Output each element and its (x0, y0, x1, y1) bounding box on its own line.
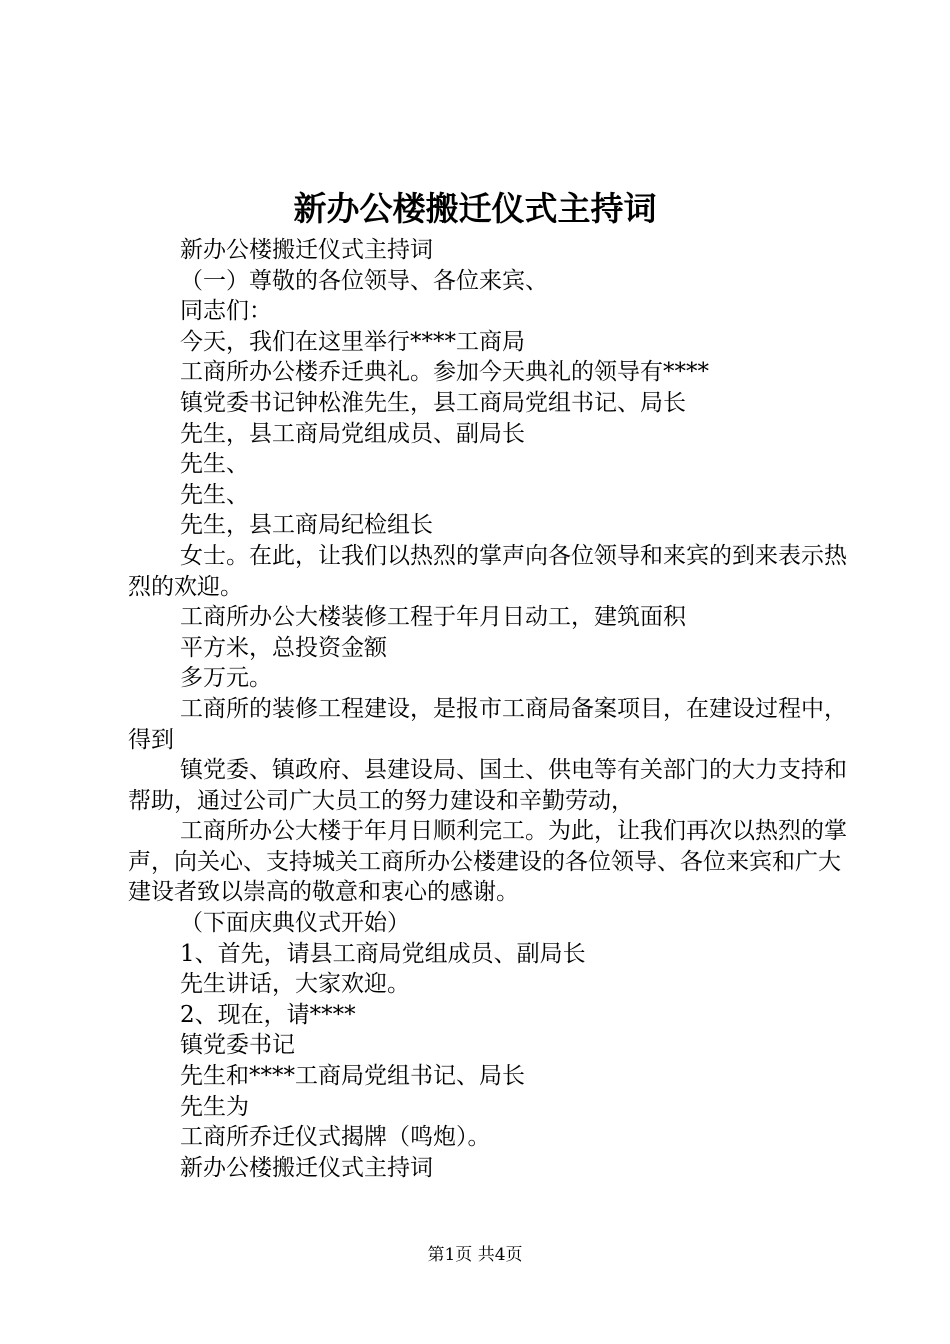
paragraph: 工商所办公楼乔迁典礼。参加今天典礼的领导有**** (180, 359, 709, 386)
paragraph: 同志们： (180, 298, 272, 325)
paragraph: 工商所乔迁仪式揭牌（鸣炮）。 (180, 1124, 491, 1151)
paragraph: 镇党委、镇政府、县建设局、国土、供电等有关部门的大力支持和帮助，通过公司广大员工的努力建设和辛勤劳动， (128, 757, 847, 814)
paragraph: 先生、 (180, 481, 249, 508)
paragraph: 先生，县工商局党组成员、副局长 (180, 420, 525, 447)
page-number-footer: 第1页 共4页 (427, 1245, 523, 1265)
document-title: 新办公楼搬迁仪式主持词 (293, 189, 657, 228)
paragraph: 先生，县工商局纪检组长 (180, 512, 433, 539)
paragraph: 工商所的装修工程建设，是报市工商局备案项目，在建设过程中，得到 (128, 695, 847, 753)
paragraph: 工商所办公大楼装修工程于年月日动工，建筑面积 (180, 604, 686, 631)
paragraph: 先生为 (180, 1093, 249, 1120)
paragraph: 平方米，总投资金额 (180, 634, 387, 661)
paragraph: 镇党委书记钟松淮先生，县工商局党组书记、局长 (180, 389, 686, 416)
document-body (128, 235, 848, 1183)
paragraph: 先生讲话，大家欢迎。 (180, 971, 410, 998)
paragraph: 镇党委书记 (180, 1032, 295, 1059)
paragraph: 先生和****工商局党组书记、局长 (180, 1063, 525, 1090)
paragraph: 1、首先，请县工商局党组成员、副局长 (180, 940, 586, 967)
paragraph: 多万元。 (180, 665, 272, 692)
paragraph: 今天，我们在这里举行****工商局 (180, 328, 525, 355)
paragraph: 工商所办公大楼于年月日顺利完工。为此，让我们再次以热烈的掌声，向关心、支持城关工商所办公楼建设的各位领导、各位来宾和广大建设者致以崇高的敬意和衷心的感谢。 (128, 818, 847, 906)
paragraph: （一）尊敬的各位领导、各位来宾、 (180, 267, 548, 294)
paragraph: 女士。在此，让我们以热烈的掌声向各位领导和来宾的到来表示热烈的欢迎。 (128, 542, 847, 600)
paragraph: 新办公楼搬迁仪式主持词 (180, 1154, 433, 1181)
paragraph: 先生、 (180, 451, 249, 478)
paragraph: 新办公楼搬迁仪式主持词 (180, 237, 433, 263)
paragraph: 2、现在，请**** (180, 1001, 356, 1028)
paragraph: （下面庆典仪式开始） (180, 910, 410, 937)
